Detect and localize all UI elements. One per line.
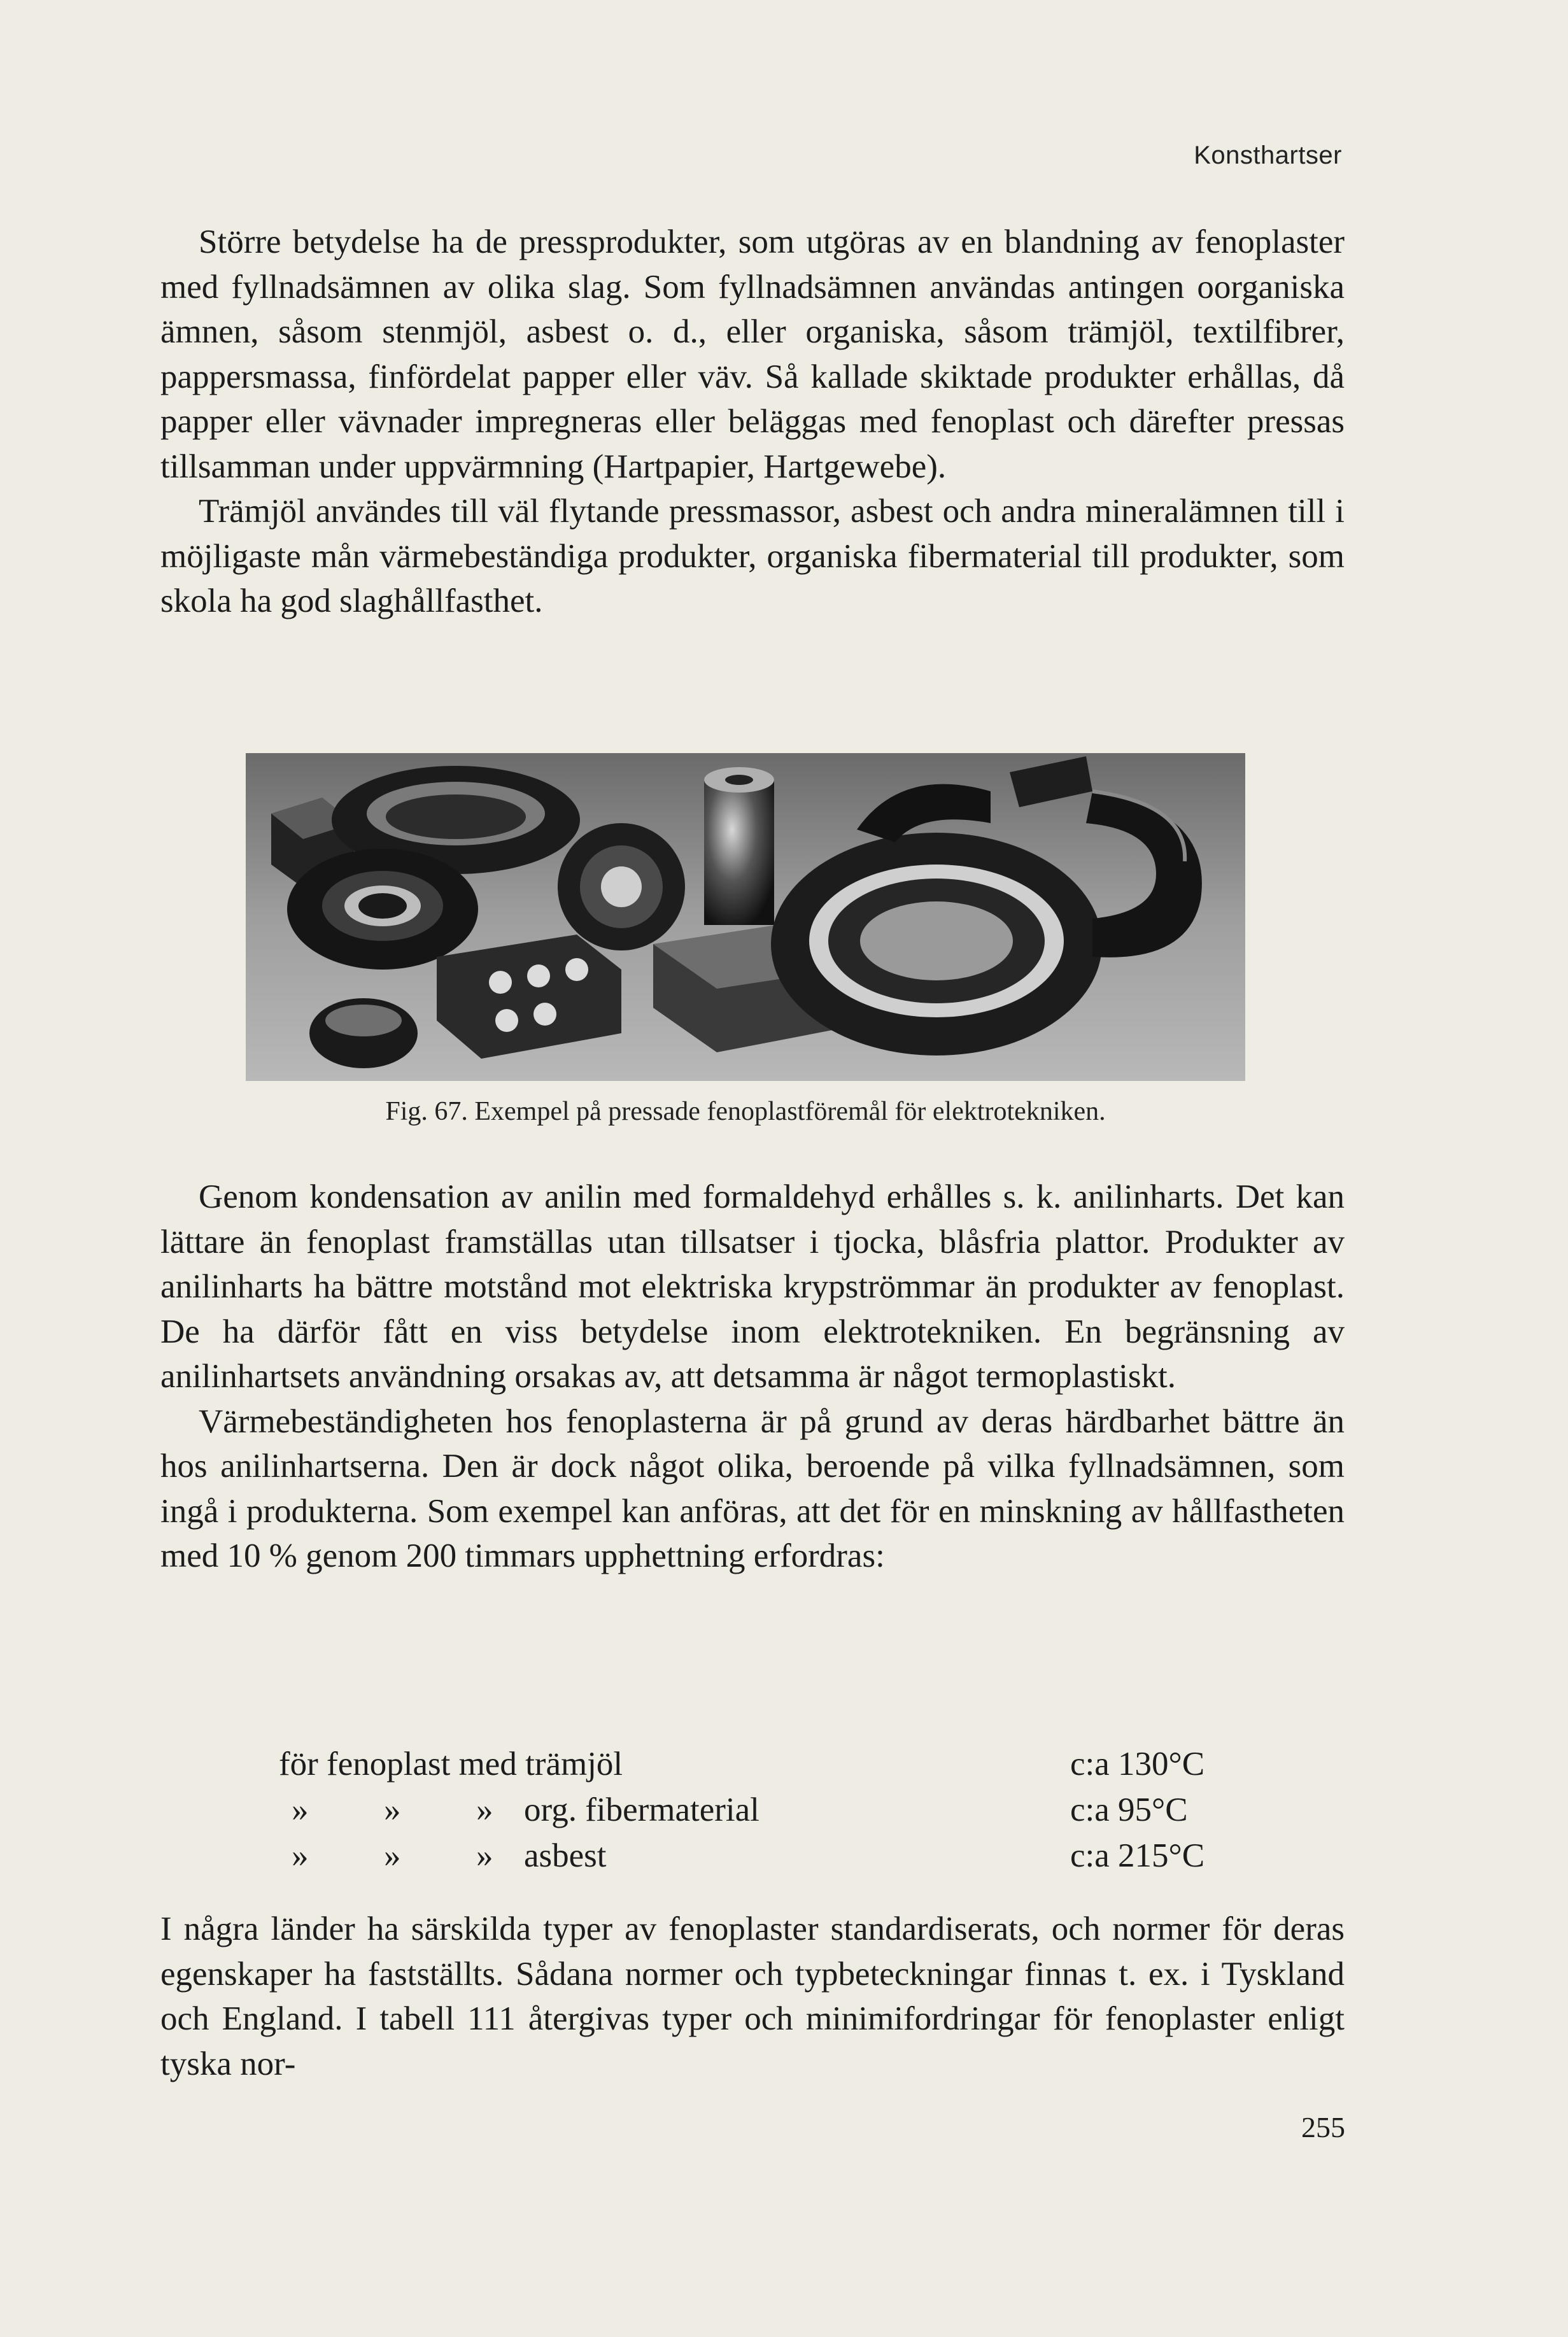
paragraph-tramjol: Trämjöl användes till väl flytande pressmassor, asbest och andra mineralämnen till i möjligaste mån värmebeständiga produkter, organiska fibermaterial till produkter, som skola ha god slaghållfasthet.: [160, 493, 1345, 619]
table-row-value: c:a 95°C: [1070, 1791, 1188, 1828]
figure-67-photo: [246, 753, 1245, 1081]
table-row-label: org. fibermaterial: [524, 1791, 759, 1828]
temperature-table: [279, 1741, 1247, 1879]
figure-caption: Fig. 67. Exempel på pressade fenoplastföremål för elektrotekniken.: [385, 1097, 1106, 1126]
table-row-value: c:a 130°C: [1070, 1746, 1205, 1783]
table-row: [279, 1833, 1247, 1879]
table-row-label: för fenoplast med trämjöl: [279, 1746, 623, 1783]
body-text-bottom: [160, 1907, 1345, 2086]
table-row: [279, 1741, 1247, 1787]
page-number: 255: [1301, 2111, 1345, 2143]
body-text-middle: [160, 1175, 1345, 1579]
ditto-mark: »: [384, 1837, 401, 1874]
ditto-mark: »: [476, 1791, 493, 1828]
body-text-top: [160, 220, 1345, 624]
table-row-value: c:a 215°C: [1070, 1837, 1205, 1874]
paragraph-varmebestandighet: Värmebeständigheten hos fenoplasterna är på grund av deras härdbarhet bättre än hos anilinhartserna. Den är dock något olika, beroende på vilka fyllnadsämnen, som ingå i produkterna. Som exempel kan anföras, att det för en minskning av hållfastheten med 10 % genom 200 timmars upphettning erfordras:: [160, 1402, 1345, 1574]
ditto-mark: »: [292, 1837, 309, 1874]
paragraph-pressprodukter: Större betydelse ha de pressprodukter, som utgöras av en blandning av fenoplaster med fyllnadsämnen av olika slag. Som fyllnadsämnen användas antingen oorganiska ämnen, såsom stenmjöl, asbest o. d., eller organiska, såsom trämjöl, textilfibrer, pappersmassa, finfördelat papper eller väv. Så kallade skiktade produkter erhållas, då papper eller vävnader impregneras eller beläggas med fenoplast och därefter pressas tillsamman under uppvärmning (Hartpapier, Hartgewebe).: [160, 223, 1345, 485]
ditto-mark: »: [292, 1791, 309, 1828]
paragraph-normer: I några länder ha särskilda typer av fenoplaster standardiserats, och normer för deras egenskaper ha fastställts. Sådana normer och typbeteckningar finnas t. ex. i Tyskland och England. I tabell 111 återgivas typer och minimifordringar för fenoplaster enligt tyska nor-: [160, 1910, 1345, 2082]
table-row: [279, 1787, 1247, 1833]
ditto-mark: »: [384, 1791, 401, 1828]
ditto-mark: »: [476, 1837, 493, 1874]
pressed-parts-illustration: [246, 753, 1245, 1081]
table-row-label: asbest: [524, 1837, 607, 1874]
paragraph-anilinharts: Genom kondensation av anilin med formaldehyd erhålles s. k. anilinharts. Det kan lättare än fenoplast framställas utan tillsatser i tjocka, blåsfria plattor. Produkter av anilinharts ha bättre motstånd mot elektriska krypströmmar än produkter av fenoplast. De ha därför fått en viss betydelse inom elektrotekniken. En begränsning av anilinhartsets användning orsakas av, att detsamma är något termoplastiskt.: [160, 1178, 1345, 1395]
running-header: Konsthartser: [1194, 141, 1342, 169]
